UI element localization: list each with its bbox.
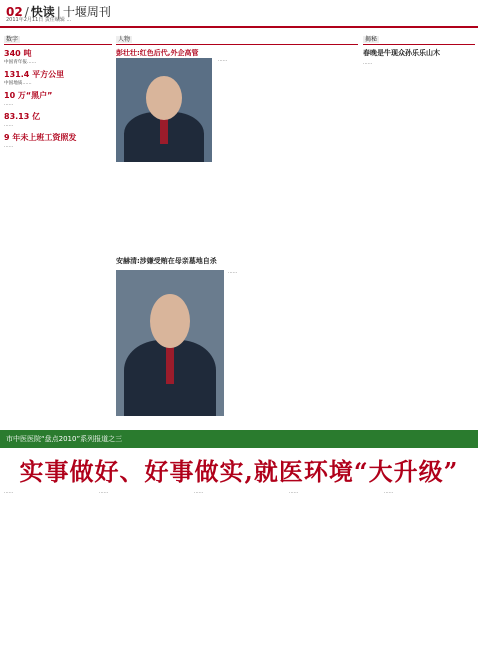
bottom-col-2: …… xyxy=(99,490,109,495)
header-title: 02 / 快读 | 十堰周刊 xyxy=(6,5,111,19)
story2-title: 安赫清:涉嫌受贿在母亲墓地自杀 xyxy=(116,257,217,265)
left-section-tag: 数字 xyxy=(4,34,112,45)
right-story-title: 春晚是牛现众孙乐乐山木 xyxy=(363,49,440,57)
number-headline-1: 340 吨 xyxy=(4,49,32,58)
number-body-4: …… xyxy=(4,123,14,129)
number-headline-4: 83.13 亿 xyxy=(4,112,41,122)
banner-text: 市中医医院“盘点2010”系列报道之三 xyxy=(6,435,123,443)
main-headline: 实事做好、好事做实,就医环境“大升级” xyxy=(19,457,459,486)
number-body-3: …… xyxy=(4,102,14,108)
right-story-body: …… xyxy=(363,61,373,66)
right-section-tag: 揭秘 xyxy=(363,34,475,45)
story1-title: 彭壮壮:红色后代,外企高管 xyxy=(116,49,199,57)
number-headline-5: 9 年未上班工资照发 xyxy=(4,133,77,143)
number-headline-3: 10 万“黑户” xyxy=(4,91,53,101)
publication-title: 十堰周刊 xyxy=(62,5,111,19)
number-body-5: …… xyxy=(4,144,14,150)
portrait-photo-2 xyxy=(116,270,224,416)
number-headline-2: 131.4 平方公里 xyxy=(4,70,65,80)
bottom-article xyxy=(4,490,474,665)
number-body-2: 中国地质…… xyxy=(4,81,32,87)
section-name: 快读 xyxy=(30,5,55,19)
series-banner xyxy=(0,430,478,448)
left-column xyxy=(4,34,112,150)
mid-section-tag: 人物 xyxy=(116,34,358,45)
story1-body: …… xyxy=(218,58,228,63)
page-number: 02 xyxy=(6,5,23,19)
portrait-photo-1 xyxy=(116,58,212,162)
page-header xyxy=(0,0,478,28)
bottom-col-1: …… xyxy=(4,490,14,495)
right-column xyxy=(363,34,475,421)
story2-body: …… xyxy=(228,270,238,275)
number-body-1: 中国青年报…… xyxy=(4,60,37,65)
middle-column xyxy=(116,34,358,275)
bottom-col-5: …… xyxy=(384,490,394,495)
bottom-col-3: …… xyxy=(194,490,204,495)
header-meta: 2011年2月11日 责任编辑 ... xyxy=(6,17,72,23)
bottom-col-4: …… xyxy=(289,490,299,495)
